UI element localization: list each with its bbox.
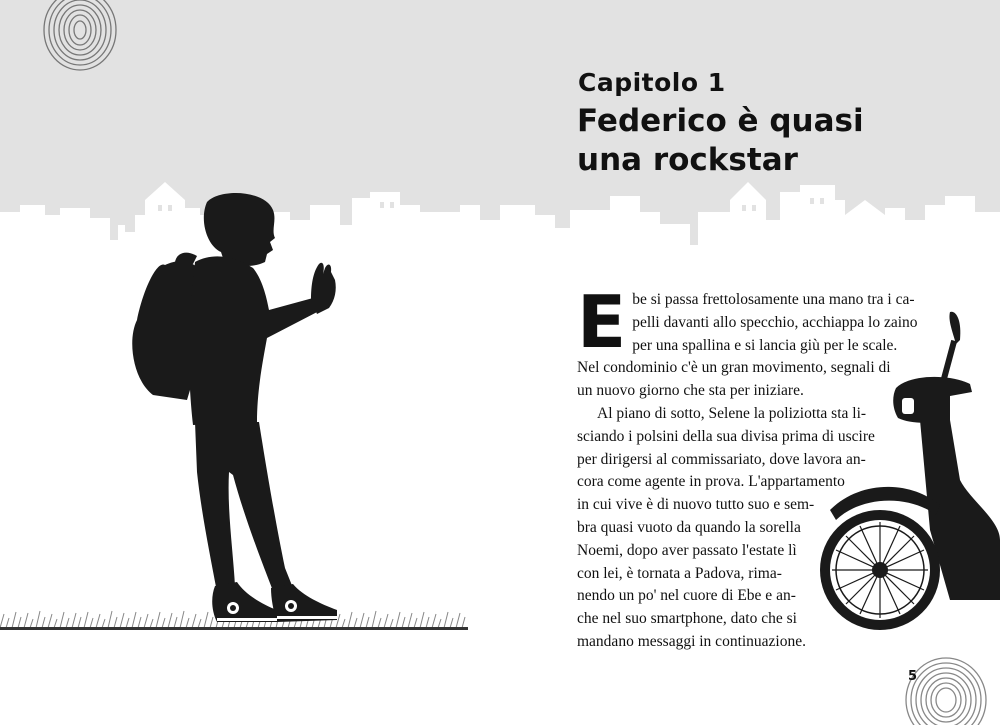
text-line: pelli davanti allo specchio, acchiappa lo zaino [632,313,918,331]
text-line: sciando i polsini della sua divisa prima di uscire [577,427,875,445]
boy-silhouette [125,190,345,635]
fingerprint-icon [896,650,1000,725]
fingerprint-icon [40,0,125,80]
text-line: per una spallina e si lancia giù per le scale. [632,336,898,354]
text-line: bra quasi vuoto da quando la sorella [577,518,801,536]
text-line: in cui vive è di nuovo tutto suo e sem- [577,496,815,514]
chapter-label: Capitolo 1 [578,68,726,97]
text-line: mandano messaggi in continuazione. [577,632,806,650]
paragraph-2 [577,403,875,654]
paragraph-1 [577,280,918,403]
text-line: be si passa frettolosamente una mano tra i ca- [632,291,915,308]
text-line: cora come agente in prova. L'appartamento [577,473,845,491]
dropcap: E [577,280,627,364]
chapter-body [577,280,918,654]
chapter-title-line: Federico è quasi [577,103,864,139]
text-line: Nel condominio c'è un gran movimento, segnali di [577,359,891,377]
text-line: che nel suo smartphone, dato che si [577,610,797,628]
page-number: 5 [908,669,918,684]
chapter-title [577,102,907,180]
text-line: per dirigersi al commissariato, dove lavora an- [577,450,866,468]
text-line: con lei, è tornata a Padova, rima- [577,564,782,582]
text-line: Noemi, dopo aver passato l'estate lì [577,541,797,559]
text-line: un nuovo giorno che sta per iniziare. [577,382,804,400]
text-line: Al piano di sotto, Selene la poliziotta sta li- [597,404,867,422]
chapter-title-line: una rockstar [577,142,798,178]
text-line: nendo un po' nel cuore di Ebe e an- [577,587,796,605]
